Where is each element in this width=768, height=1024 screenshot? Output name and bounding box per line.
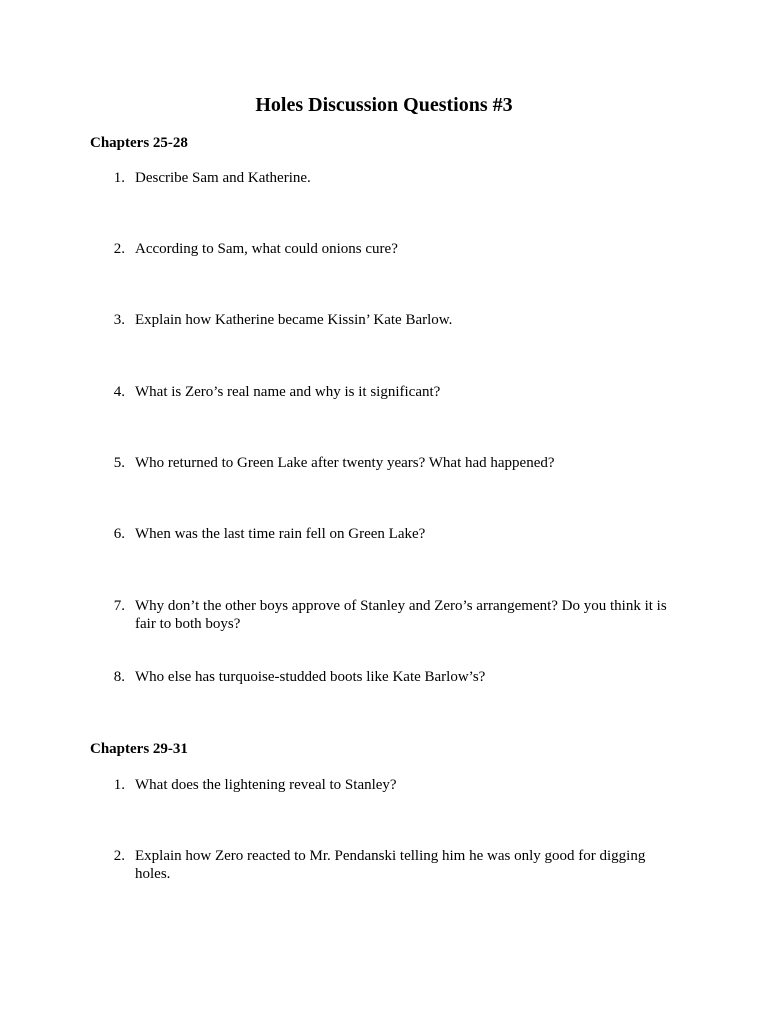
question-number: 1. <box>113 170 125 186</box>
question-number: 1. <box>113 777 125 793</box>
question-number: 4. <box>113 384 125 400</box>
question-number: 2. <box>113 241 125 257</box>
question-text: According to Sam, what could onions cure? <box>135 241 398 257</box>
question-number: 6. <box>113 526 125 542</box>
question-text: Who else has turquoise-studded boots like Kate Barlow’s? <box>135 669 486 685</box>
question-text: Explain how Zero reacted to Mr. Pendanski telling him he was only good for digging holes. <box>135 848 646 882</box>
document-title: Holes Discussion Questions #3 <box>255 94 513 116</box>
question-number: 5. <box>113 455 125 471</box>
question-number: 2. <box>113 848 125 864</box>
question-number: 3. <box>113 312 125 328</box>
question-number: 8. <box>113 669 125 685</box>
question-text: When was the last time rain fell on Green Lake? <box>135 526 426 542</box>
section-heading-chapters-25-28: Chapters 25-28 <box>90 135 188 151</box>
question-text: Describe Sam and Katherine. <box>135 170 311 186</box>
section-heading-chapters-29-31: Chapters 29-31 <box>90 741 188 757</box>
question-number: 7. <box>113 598 125 614</box>
question-text: Explain how Katherine became Kissin’ Kate Barlow. <box>135 312 453 328</box>
question-text: Why don’t the other boys approve of Stanley and Zero’s arrangement? Do you think it is fair to both boys? <box>135 598 667 632</box>
question-text: What is Zero’s real name and why is it significant? <box>135 384 441 400</box>
question-text: Who returned to Green Lake after twenty years? What had happened? <box>135 455 555 471</box>
question-text: What does the lightening reveal to Stanley? <box>135 777 397 793</box>
